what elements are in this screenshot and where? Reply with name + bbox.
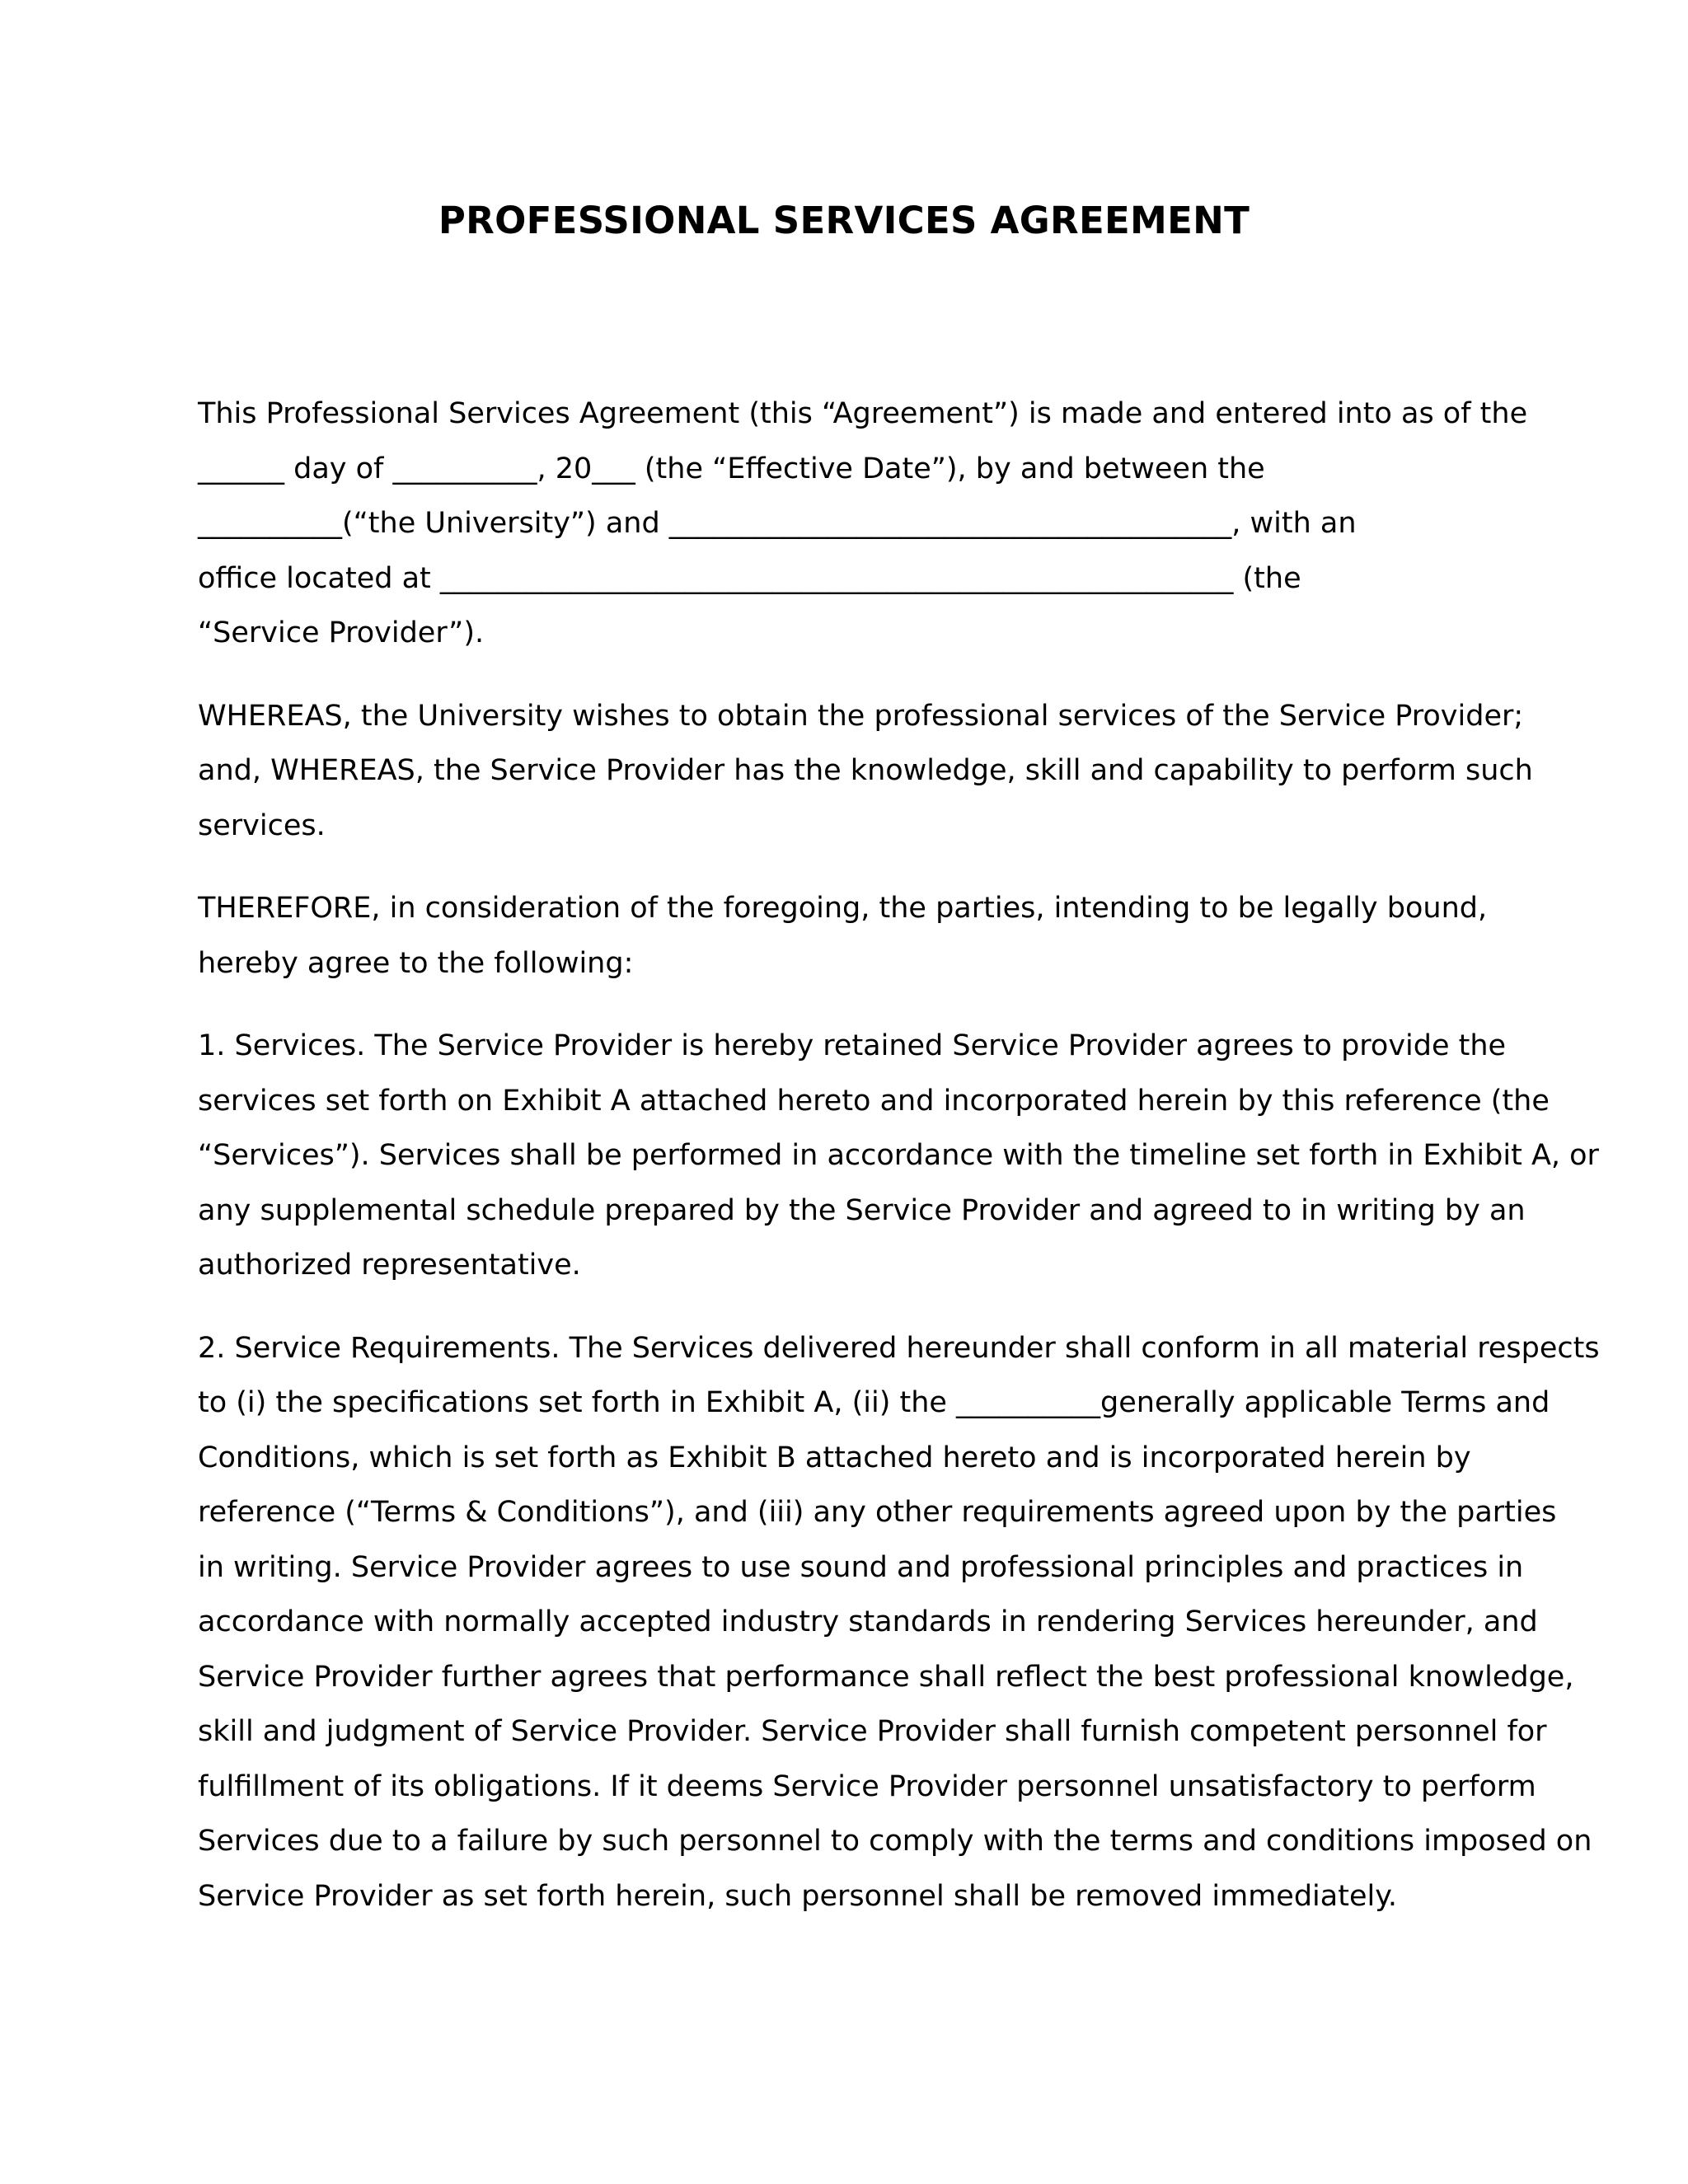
intro-line-5: “Service Provider”).: [198, 616, 485, 649]
therefore-paragraph: [198, 881, 1517, 991]
section-2-line-4: reference (“Terms & Conditions”), and (iii) any other requirements agreed upon by the parties: [198, 1496, 1557, 1529]
section-2-line-2: to (i) the specifications set forth in Exhibit A, (ii) the __________generally applicable Terms and: [198, 1386, 1550, 1419]
section-1-line-4: any supplemental schedule prepared by the Service Provider and agreed to in writing by an: [198, 1193, 1526, 1227]
therefore-line-2: hereby agree to the following:: [198, 946, 634, 980]
section-2-line-5: in writing. Service Provider agrees to use sound and professional principles and practices in: [198, 1550, 1524, 1584]
section-2-line-6: accordance with normally accepted industry standards in rendering Services hereunder, and: [198, 1605, 1538, 1638]
intro-line-4: office located at _______________________________________________________ (the: [198, 561, 1301, 595]
whereas-paragraph: [198, 689, 1533, 854]
section-2-line-3: Conditions, which is set forth as Exhibit B attached hereto and is incorporated herein by: [198, 1441, 1471, 1474]
section-2-line-8: skill and judgment of Service Provider. Service Provider shall furnish competent personnel for: [198, 1715, 1547, 1748]
section-1-services: [198, 1019, 1599, 1293]
section-2-service-requirements: [198, 1321, 1600, 1924]
intro-line-2: ______ day of __________, 20___ (the “Effective Date”), by and between the: [198, 452, 1265, 485]
therefore-line-1: THEREFORE, in consideration of the foregoing, the parties, intending to be legally bound,: [198, 892, 1488, 925]
section-2-line-1: 2. Service Requirements. The Services delivered hereunder shall conform in all material respects: [198, 1331, 1600, 1365]
section-1-line-3: “Services”). Services shall be performed in accordance with the timeline set forth in Exhibit A, or: [198, 1139, 1599, 1172]
intro-line-1: This Professional Services Agreement (this “Agreement”) is made and entered into as of the: [198, 397, 1528, 430]
whereas-line-1: WHEREAS, the University wishes to obtain the professional services of the Service Provider;: [198, 699, 1524, 733]
section-2-line-9: fulfillment of its obligations. If it deems Service Provider personnel unsatisfactory to perform: [198, 1769, 1536, 1803]
section-1-line-5: authorized representative.: [198, 1249, 581, 1282]
document-title: PROFESSIONAL SERVICES AGREEMENT: [438, 199, 1250, 242]
document-body: [198, 387, 1600, 1952]
whereas-line-2: and, WHEREAS, the Service Provider has the knowledge, skill and capability to perform such: [198, 754, 1533, 787]
section-2-line-7: Service Provider further agrees that performance shall reflect the best professional knowledge,: [198, 1660, 1574, 1694]
section-1-line-2: services set forth on Exhibit A attached hereto and incorporated herein by this reference (the: [198, 1084, 1550, 1118]
whereas-line-3: services.: [198, 808, 326, 842]
intro-line-3: __________(“the University”) and _______________________________________, with an: [198, 507, 1357, 540]
section-2-line-11: Service Provider as set forth herein, such personnel shall be removed immediately.: [198, 1879, 1398, 1913]
section-2-line-10: Services due to a failure by such personnel to comply with the terms and conditions imposed on: [198, 1825, 1592, 1858]
section-1-line-1: 1. Services. The Service Provider is hereby retained Service Provider agrees to provide the: [198, 1029, 1507, 1062]
intro-paragraph: [198, 387, 1528, 661]
